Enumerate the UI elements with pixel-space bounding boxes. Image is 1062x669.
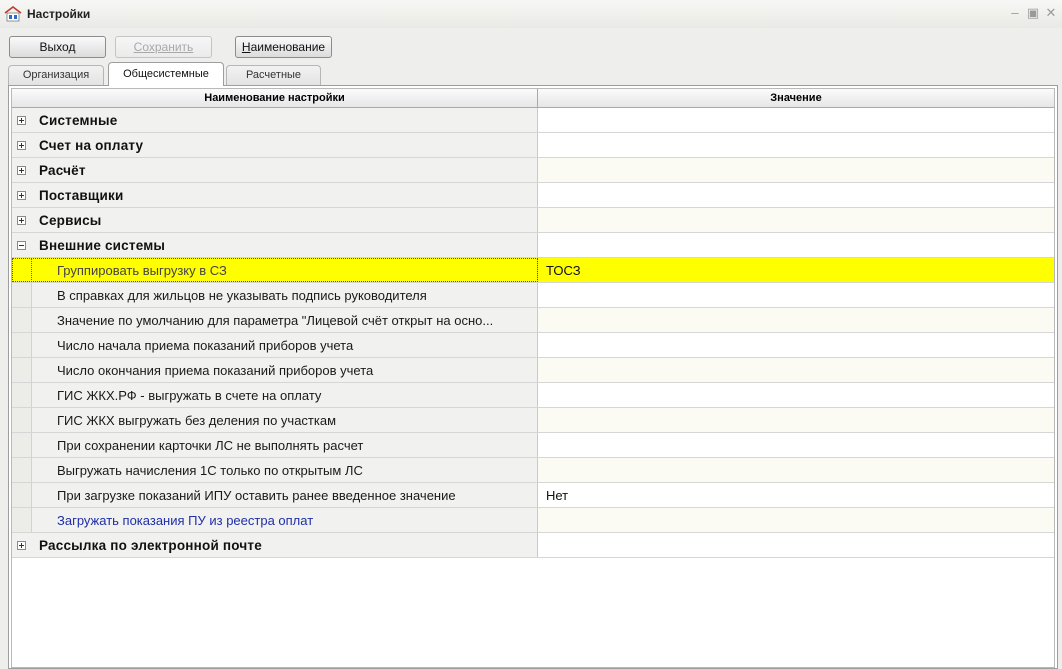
group-row[interactable]: [12, 533, 1054, 558]
group-row[interactable]: [12, 233, 1054, 258]
column-header-value[interactable]: Значение: [770, 92, 822, 104]
group-row[interactable]: [12, 208, 1054, 233]
expand-icon[interactable]: [17, 191, 26, 200]
setting-label: ГИС ЖКХ выгружать без деления по участкам: [57, 412, 337, 428]
setting-label: В справках для жильцов не указывать подпись руководителя: [57, 287, 427, 303]
value-text: ТОСЗ: [546, 262, 581, 278]
row-gutter: [12, 458, 32, 482]
grid-header: [12, 89, 1054, 108]
value-cell[interactable]: [538, 283, 1054, 307]
expand-icon[interactable]: [17, 116, 26, 125]
value-cell[interactable]: [538, 158, 1054, 182]
group-row[interactable]: [12, 158, 1054, 183]
setting-row[interactable]: [12, 308, 1054, 333]
window-title: Настройки: [27, 7, 91, 21]
group-label: Сервисы: [39, 212, 102, 228]
tab-calculation[interactable]: Расчетные: [226, 65, 321, 85]
setting-label: Значение по умолчанию для параметра "Лицевой счёт открыт на осно...: [57, 312, 494, 328]
setting-row[interactable]: [12, 483, 1054, 508]
setting-row-selected[interactable]: [12, 258, 1054, 283]
setting-row[interactable]: [12, 333, 1054, 358]
settings-grid: [11, 88, 1055, 668]
value-cell[interactable]: [538, 408, 1054, 432]
setting-label: ГИС ЖКХ.РФ - выгружать в счете на оплату: [57, 387, 322, 403]
value-cell[interactable]: [538, 233, 1054, 257]
group-label: Счет на оплату: [39, 137, 144, 153]
column-header-name[interactable]: Наименование настройки: [12, 89, 538, 107]
setting-label: При сохранении карточки ЛС не выполнять расчет: [57, 437, 364, 453]
tab-bar: [8, 62, 1058, 84]
settings-panel: [8, 85, 1058, 669]
value-cell[interactable]: [538, 308, 1054, 332]
setting-label: Группировать выгрузку в СЗ: [57, 262, 227, 278]
setting-row[interactable]: [12, 283, 1054, 308]
group-label: Внешние системы: [39, 237, 166, 253]
value-cell[interactable]: [538, 383, 1054, 407]
expand-icon[interactable]: [17, 141, 26, 150]
close-icon[interactable]: ✕: [1045, 5, 1057, 20]
value-cell[interactable]: [538, 458, 1054, 482]
expand-icon[interactable]: [17, 541, 26, 550]
naming-button[interactable]: [235, 36, 332, 58]
row-gutter: [12, 358, 32, 382]
setting-label: Число начала приема показаний приборов учета: [57, 337, 354, 353]
expand-icon[interactable]: [17, 216, 26, 225]
tab-general-system[interactable]: Общесистемные: [108, 62, 224, 86]
setting-row[interactable]: [12, 408, 1054, 433]
row-gutter: [12, 308, 32, 332]
group-row[interactable]: [12, 183, 1054, 208]
group-label: Расчёт: [39, 162, 86, 178]
value-cell[interactable]: [538, 333, 1054, 357]
setting-row[interactable]: [12, 383, 1054, 408]
group-label: Системные: [39, 112, 118, 128]
save-button[interactable]: Сохранить: [115, 36, 212, 58]
expand-icon[interactable]: [17, 166, 26, 175]
row-gutter: [12, 258, 32, 282]
value-cell[interactable]: [538, 508, 1054, 532]
tab-organization[interactable]: Организация: [8, 65, 104, 85]
value-cell[interactable]: [538, 433, 1054, 457]
row-gutter: [12, 333, 32, 357]
app-logo-icon: [4, 5, 22, 23]
row-gutter: [12, 283, 32, 307]
naming-button-mnemonic: Н: [241, 40, 251, 54]
value-cell[interactable]: [538, 258, 1054, 282]
row-gutter: [12, 483, 32, 507]
setting-row[interactable]: [12, 433, 1054, 458]
group-row[interactable]: [12, 133, 1054, 158]
setting-label-link[interactable]: Загружать показания ПУ из реестра оплат: [57, 512, 314, 528]
setting-row[interactable]: [12, 458, 1054, 483]
value-cell[interactable]: [538, 208, 1054, 232]
toolbar: [0, 34, 1062, 60]
value-cell[interactable]: [538, 133, 1054, 157]
title-bar: [0, 0, 1062, 28]
setting-row[interactable]: [12, 358, 1054, 383]
value-cell[interactable]: [538, 483, 1054, 507]
setting-row[interactable]: [12, 508, 1054, 533]
naming-button-label: аименование: [250, 40, 326, 54]
value-cell[interactable]: [538, 108, 1054, 132]
group-label: Поставщики: [39, 187, 124, 203]
group-label: Рассылка по электронной почте: [39, 537, 262, 553]
exit-button[interactable]: Выход: [9, 36, 106, 58]
maximize-icon[interactable]: ▣: [1026, 5, 1040, 20]
minimize-icon[interactable]: –: [1011, 5, 1019, 20]
value-cell[interactable]: [538, 533, 1054, 557]
value-text: Нет: [546, 487, 569, 503]
collapse-icon[interactable]: [17, 241, 26, 250]
group-row[interactable]: [12, 108, 1054, 133]
row-gutter: [12, 383, 32, 407]
setting-label: Выгружать начисления 1С только по открытым ЛС: [57, 462, 363, 478]
value-cell[interactable]: [538, 183, 1054, 207]
setting-label: Число окончания приема показаний приборов учета: [57, 362, 374, 378]
row-gutter: [12, 433, 32, 457]
row-gutter: [12, 408, 32, 432]
setting-label: При загрузке показаний ИПУ оставить ранее введенное значение: [57, 487, 456, 503]
row-gutter: [12, 508, 32, 532]
value-cell[interactable]: [538, 358, 1054, 382]
